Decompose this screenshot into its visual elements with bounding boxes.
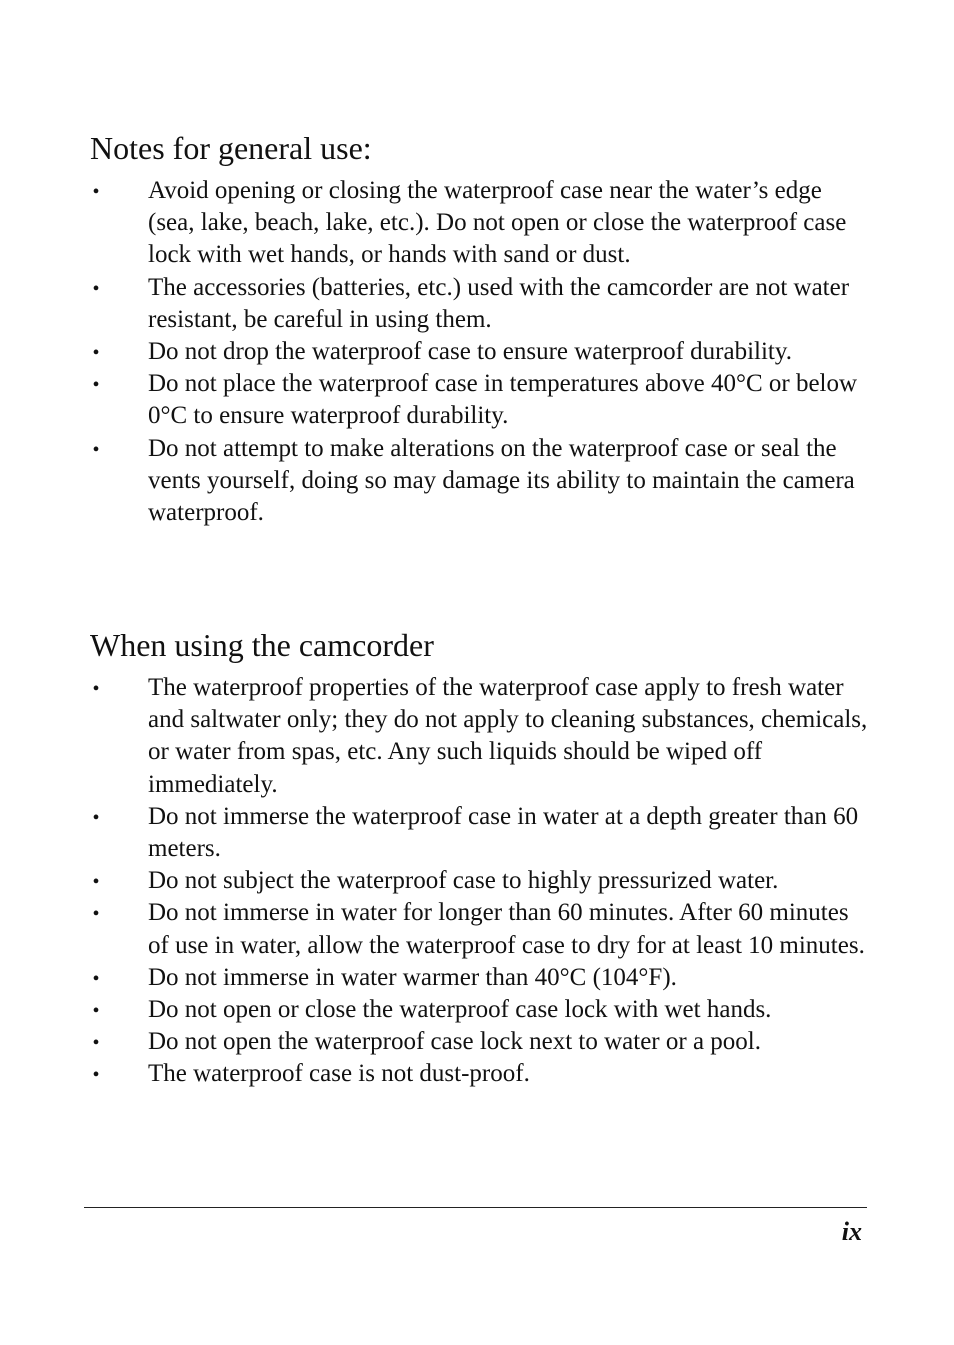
bullet-icon: [90, 1058, 102, 1091]
section-heading-using-camcorder: When using the camcorder: [90, 627, 434, 663]
bullet-icon: [90, 368, 102, 401]
list-item: [90, 368, 870, 432]
list-item: [90, 897, 870, 961]
bullet-icon: [90, 272, 102, 305]
list-item: [90, 272, 870, 336]
bullet-icon: [90, 865, 102, 898]
list-item: [90, 672, 870, 801]
bullet-icon: [90, 801, 102, 834]
list-item: [90, 1058, 870, 1090]
section-heading-general-use: Notes for general use:: [90, 130, 372, 166]
list-item-text: The accessories (batteries, etc.) used with the camcorder are not water resistant, be careful in using them.: [148, 273, 850, 333]
list-item-text: Do not attempt to make alterations on the waterproof case or seal the vents yourself, doing so may damage its ability to maintain the camera waterproof.: [148, 434, 855, 527]
list-item-text: Do not immerse the waterproof case in water at a depth greater than 60 meters.: [148, 802, 859, 863]
bullet-icon: [90, 994, 102, 1027]
list-item-text: Do not immerse in water for longer than 60 minutes. After 60 minutes of use in water, allow the waterproof case to dry for at least 10 minutes.: [148, 899, 865, 959]
page-number: ix: [841, 1217, 862, 1246]
list-item-text: Do not immerse in water warmer than 40°C (104°F).: [148, 963, 677, 991]
list-item: [90, 433, 870, 530]
list-item: [90, 175, 870, 272]
list-item: [90, 994, 870, 1026]
footer-divider: [84, 1207, 867, 1208]
list-item-text: Do not subject the waterproof case to highly pressurized water.: [148, 867, 779, 895]
list-item-text: Avoid opening or closing the waterproof case near the water’s edge (sea, lake, beach, lake, etc.). Do not open or close the waterproof case lock with wet hands, or hands with sand or dust.: [148, 177, 847, 269]
bullet-icon: [90, 1026, 102, 1059]
bullet-icon: [90, 433, 102, 466]
bullet-icon: [90, 897, 102, 930]
list-item-text: Do not drop the waterproof case to ensure waterproof durability.: [148, 338, 792, 366]
list-item: [90, 1026, 870, 1058]
camcorder-use-list: [90, 672, 870, 1091]
list-item-text: Do not place the waterproof case in temperatures above 40°C or below 0°C to ensure waterproof durability.: [148, 370, 858, 430]
bullet-icon: [90, 175, 102, 208]
list-item-text: The waterproof properties of the waterproof case apply to fresh water and saltwater only; they do not apply to cleaning substances, chemicals, or water from spas, etc. Any such liquids should be wiped off immediately.: [148, 674, 868, 798]
list-item-text: Do not open or close the waterproof case lock with wet hands.: [148, 996, 772, 1024]
general-use-list: [90, 175, 870, 529]
list-item: [90, 962, 870, 994]
list-item: [90, 336, 870, 368]
bullet-icon: [90, 672, 102, 705]
list-item: [90, 801, 870, 865]
list-item: [90, 865, 870, 897]
bullet-icon: [90, 962, 102, 995]
list-item-text: Do not open the waterproof case lock next to water or a pool.: [148, 1028, 761, 1056]
bullet-icon: [90, 336, 102, 369]
list-item-text: The waterproof case is not dust-proof.: [148, 1060, 530, 1088]
